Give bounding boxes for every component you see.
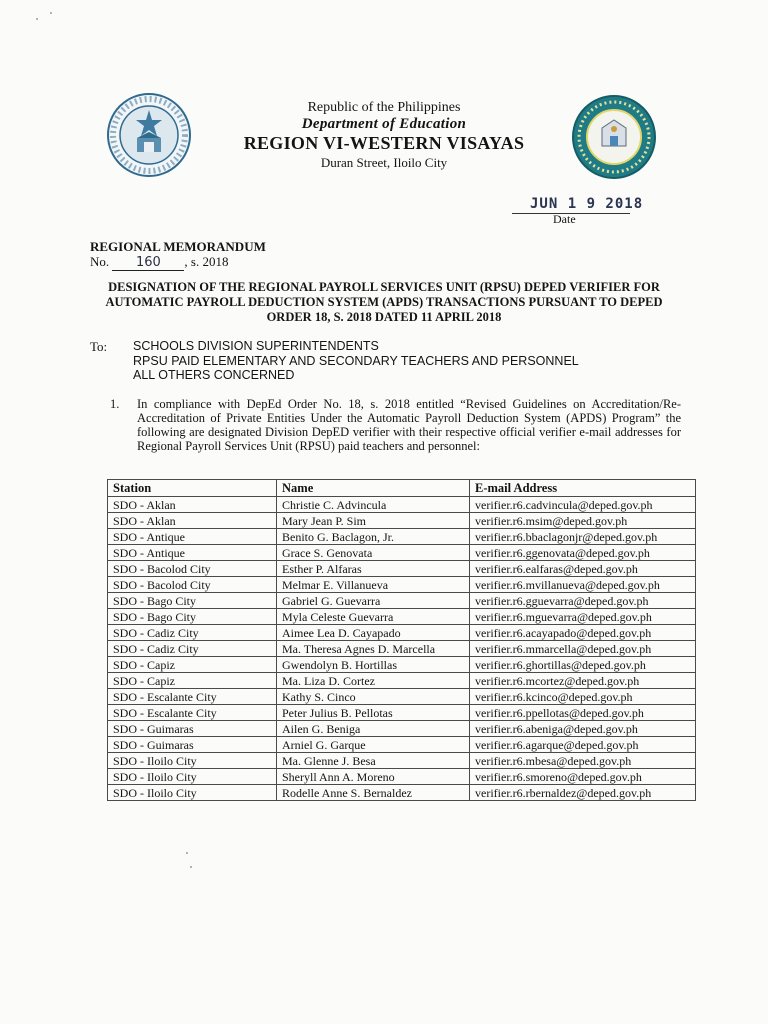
station-cell: SDO - Capiz bbox=[108, 673, 277, 689]
department-line: Department of Education bbox=[301, 116, 467, 132]
name-cell: Ma. Theresa Agnes D. Marcella bbox=[277, 641, 470, 657]
memo-no-label: No. bbox=[90, 254, 110, 269]
scan-speck bbox=[50, 12, 52, 14]
station-cell: SDO - Iloilo City bbox=[108, 769, 277, 785]
email-cell: verifier.r6.acayapado@deped.gov.ph bbox=[470, 625, 696, 641]
table-row bbox=[108, 497, 696, 513]
name-cell: Gwendolyn B. Hortillas bbox=[277, 657, 470, 673]
paragraph-text: In compliance with DepEd Order No. 18, s. 2018 entitled “Revised Guidelines on Accreditation/Re-Accreditation of Private Entities Under the Automatic Payroll Deduction System (APDS) Program” the following are designated Division DepED verifier with their respective official verifier e-mail addresses for Regional Payroll Services Unit (RPSU) paid teachers and personnel: bbox=[137, 397, 681, 453]
name-cell: Ma. Liza D. Cortez bbox=[277, 673, 470, 689]
table-row bbox=[108, 689, 696, 705]
table-row bbox=[108, 769, 696, 785]
memo-series: , s. 2018 bbox=[184, 254, 229, 269]
addressee-line: ALL OTHERS CONCERNED bbox=[133, 368, 295, 382]
station-cell: SDO - Aklan bbox=[108, 497, 277, 513]
to-label: To: bbox=[90, 339, 108, 354]
name-cell: Mary Jean P. Sim bbox=[277, 513, 470, 529]
name-cell: Grace S. Genovata bbox=[277, 545, 470, 561]
station-cell: SDO - Capiz bbox=[108, 657, 277, 673]
name-cell: Peter Julius B. Pellotas bbox=[277, 705, 470, 721]
email-cell: verifier.r6.mcortez@deped.gov.ph bbox=[470, 673, 696, 689]
name-cell: Christie C. Advincula bbox=[277, 497, 470, 513]
memo-number: 160 bbox=[112, 255, 184, 271]
name-cell: Ma. Glenne J. Besa bbox=[277, 753, 470, 769]
addressee-line: SCHOOLS DIVISION SUPERINTENDENTS bbox=[133, 339, 379, 353]
station-cell: SDO - Iloilo City bbox=[108, 753, 277, 769]
email-cell: verifier.r6.ppellotas@deped.gov.ph bbox=[470, 705, 696, 721]
date-stamp: JUN 1 9 2018 bbox=[530, 196, 644, 212]
table-row bbox=[108, 753, 696, 769]
email-cell: verifier.r6.smoreno@deped.gov.ph bbox=[470, 769, 696, 785]
scan-speck bbox=[190, 866, 192, 868]
station-cell: SDO - Iloilo City bbox=[108, 785, 277, 801]
republic-line: Republic of the Philippines bbox=[307, 100, 461, 115]
email-cell: verifier.r6.gguevarra@deped.gov.ph bbox=[470, 593, 696, 609]
table-row bbox=[108, 641, 696, 657]
memo-title: REGIONAL MEMORANDUM bbox=[90, 239, 266, 254]
table-row bbox=[108, 705, 696, 721]
table-row bbox=[108, 625, 696, 641]
scan-speck bbox=[186, 852, 188, 854]
office-address: Duran Street, Iloilo City bbox=[320, 155, 448, 170]
date-label: Date bbox=[553, 212, 576, 226]
table-row bbox=[108, 593, 696, 609]
email-cell: verifier.r6.abeniga@deped.gov.ph bbox=[470, 721, 696, 737]
column-header-station: Station bbox=[108, 480, 277, 497]
station-cell: SDO - Cadiz City bbox=[108, 641, 277, 657]
email-cell: verifier.r6.agarque@deped.gov.ph bbox=[470, 737, 696, 753]
station-cell: SDO - Bacolod City bbox=[108, 577, 277, 593]
column-header-email: E-mail Address bbox=[470, 480, 696, 497]
name-cell: Melmar E. Villanueva bbox=[277, 577, 470, 593]
email-cell: verifier.r6.mbesa@deped.gov.ph bbox=[470, 753, 696, 769]
table-row bbox=[108, 721, 696, 737]
station-cell: SDO - Guimaras bbox=[108, 737, 277, 753]
addressee-line: RPSU PAID ELEMENTARY AND SECONDARY TEACHERS AND PERSONNEL bbox=[133, 353, 579, 368]
email-cell: verifier.r6.mvillanueva@deped.gov.ph bbox=[470, 577, 696, 593]
column-header-name: Name bbox=[277, 480, 470, 497]
email-cell: verifier.r6.bbaclagonjr@deped.gov.ph bbox=[470, 529, 696, 545]
station-cell: SDO - Guimaras bbox=[108, 721, 277, 737]
memo-number-line bbox=[90, 254, 228, 271]
station-cell: SDO - Bago City bbox=[108, 593, 277, 609]
table-row bbox=[108, 529, 696, 545]
table-row bbox=[108, 785, 696, 801]
verifier-table bbox=[107, 479, 696, 801]
email-cell: verifier.r6.mguevarra@deped.gov.ph bbox=[470, 609, 696, 625]
email-cell: verifier.r6.cadvincula@deped.gov.ph bbox=[470, 497, 696, 513]
table-row bbox=[108, 737, 696, 753]
name-cell: Myla Celeste Guevarra bbox=[277, 609, 470, 625]
paragraph-number: 1. bbox=[110, 397, 120, 411]
name-cell: Benito G. Baclagon, Jr. bbox=[277, 529, 470, 545]
table-row bbox=[108, 577, 696, 593]
station-cell: SDO - Antique bbox=[108, 545, 277, 561]
email-cell: verifier.r6.mmarcella@deped.gov.ph bbox=[470, 641, 696, 657]
name-cell: Kathy S. Cinco bbox=[277, 689, 470, 705]
table-row bbox=[108, 609, 696, 625]
addressees bbox=[133, 339, 579, 383]
station-cell: SDO - Aklan bbox=[108, 513, 277, 529]
station-cell: SDO - Bacolod City bbox=[108, 561, 277, 577]
name-cell: Esther P. Alfaras bbox=[277, 561, 470, 577]
email-cell: verifier.r6.ghortillas@deped.gov.ph bbox=[470, 657, 696, 673]
table-row bbox=[108, 513, 696, 529]
email-cell: verifier.r6.msim@deped.gov.ph bbox=[470, 513, 696, 529]
email-cell: verifier.r6.rbernaldez@deped.gov.ph bbox=[470, 785, 696, 801]
email-cell: verifier.r6.ealfaras@deped.gov.ph bbox=[470, 561, 696, 577]
table-header-row bbox=[108, 480, 696, 497]
memo-subject: DESIGNATION OF THE REGIONAL PAYROLL SERVICES UNIT (RPSU) DEPED VERIFIER FOR AUTOMATIC PAYROLL DEDUCTION SYSTEM (APDS) TRANSACTIONS PURSUANT TO DEPED ORDER 18, S. 2018 DATED 11 APRIL 2018 bbox=[105, 280, 663, 324]
station-cell: SDO - Cadiz City bbox=[108, 625, 277, 641]
table-row bbox=[108, 657, 696, 673]
station-cell: SDO - Escalante City bbox=[108, 689, 277, 705]
station-cell: SDO - Bago City bbox=[108, 609, 277, 625]
table-row bbox=[108, 561, 696, 577]
name-cell: Ailen G. Beniga bbox=[277, 721, 470, 737]
table-row bbox=[108, 545, 696, 561]
station-cell: SDO - Escalante City bbox=[108, 705, 277, 721]
scan-speck bbox=[36, 18, 38, 20]
name-cell: Sheryll Ann A. Moreno bbox=[277, 769, 470, 785]
name-cell: Arniel G. Garque bbox=[277, 737, 470, 753]
name-cell: Aimee Lea D. Cayapado bbox=[277, 625, 470, 641]
email-cell: verifier.r6.kcinco@deped.gov.ph bbox=[470, 689, 696, 705]
email-cell: verifier.r6.ggenovata@deped.gov.ph bbox=[470, 545, 696, 561]
name-cell: Rodelle Anne S. Bernaldez bbox=[277, 785, 470, 801]
station-cell: SDO - Antique bbox=[108, 529, 277, 545]
table-row bbox=[108, 673, 696, 689]
name-cell: Gabriel G. Guevarra bbox=[277, 593, 470, 609]
region-title: REGION VI-WESTERN VISAYAS bbox=[243, 133, 525, 153]
